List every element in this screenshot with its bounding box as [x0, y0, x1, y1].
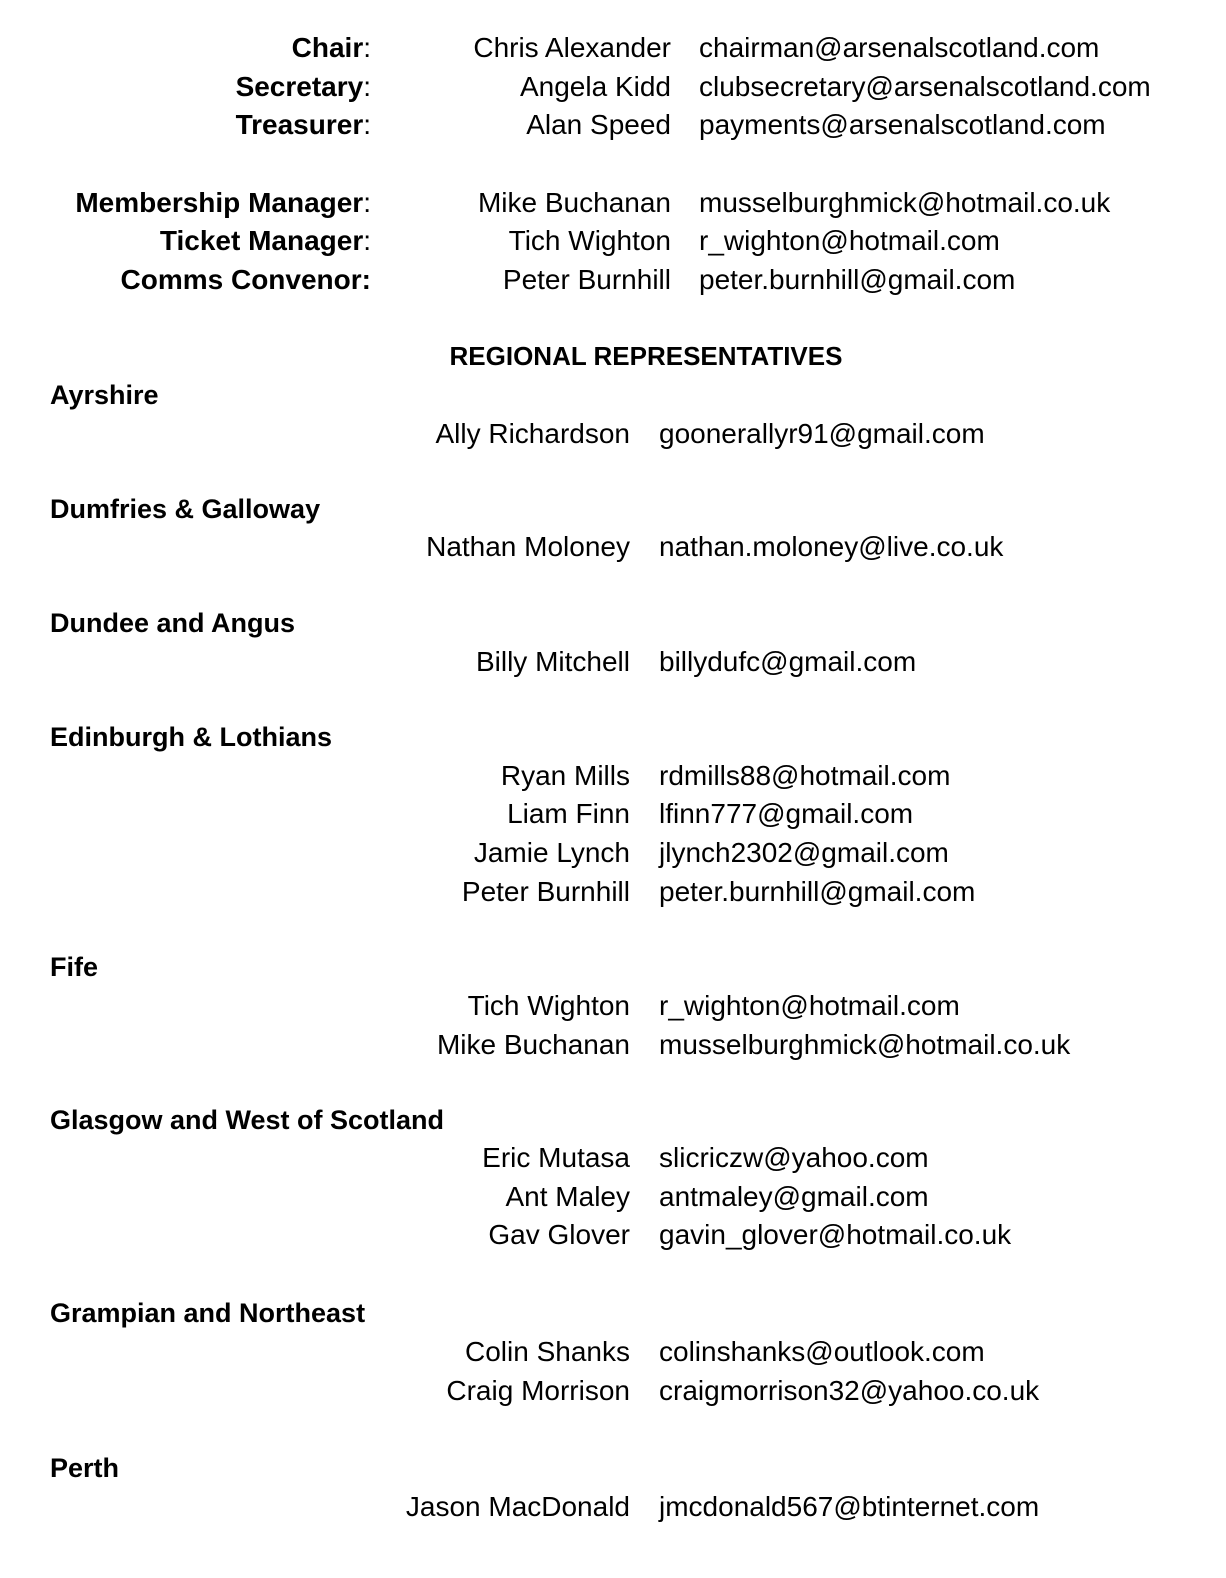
rep-row — [0, 643, 1226, 681]
officer-role: Chair: — [291, 32, 371, 63]
region-heading: Ayrshire — [50, 380, 159, 410]
rep-name: Liam Finn — [507, 798, 630, 829]
region-heading: Fife — [50, 952, 99, 982]
rep-row — [0, 415, 1226, 453]
officer-name: Mike Buchanan — [477, 187, 671, 218]
rep-name: Jason MacDonald — [405, 1491, 630, 1522]
rep-name: Ally Richardson — [435, 418, 630, 449]
rep-name: Eric Mutasa — [482, 1142, 630, 1173]
rep-row — [0, 873, 1226, 911]
officer-row — [0, 222, 1226, 260]
officer-email[interactable]: r_wighton@hotmail.com — [699, 225, 1000, 256]
rep-email[interactable]: jlynch2302@gmail.com — [659, 837, 949, 868]
officer-name: Chris Alexander — [473, 32, 671, 63]
rep-row — [0, 1333, 1226, 1371]
officer-role: Ticket Manager: — [159, 225, 371, 256]
officer-email[interactable]: peter.burnhill@gmail.com — [699, 264, 1016, 295]
rep-row — [0, 1488, 1226, 1526]
rep-email[interactable]: r_wighton@hotmail.com — [659, 990, 960, 1021]
region-heading: Dumfries & Galloway — [50, 494, 321, 524]
officer-row — [0, 184, 1226, 222]
rep-row — [0, 795, 1226, 833]
rep-name: Tich Wighton — [467, 990, 630, 1021]
officer-role: Secretary: — [235, 71, 371, 102]
rep-email[interactable]: colinshanks@outlook.com — [659, 1336, 985, 1367]
officer-email[interactable]: chairman@arsenalscotland.com — [699, 32, 1100, 63]
officer-name: Angela Kidd — [519, 71, 671, 102]
rep-email[interactable]: antmaley@gmail.com — [659, 1181, 929, 1212]
rep-email[interactable]: goonerallyr91@gmail.com — [659, 418, 985, 449]
rep-email[interactable]: craigmorrison32@yahoo.co.uk — [659, 1375, 1040, 1406]
officer-role: Membership Manager: — [75, 187, 371, 218]
rep-row — [0, 1026, 1226, 1064]
officer-row — [0, 68, 1226, 106]
rep-row — [0, 757, 1226, 795]
officer-role: Treasurer: — [235, 109, 371, 140]
rep-row — [0, 528, 1226, 566]
rep-email[interactable]: slicriczw@yahoo.com — [659, 1142, 929, 1173]
region-heading: Grampian and Northeast — [50, 1298, 366, 1328]
rep-row — [0, 1216, 1226, 1254]
rep-email[interactable]: lfinn777@gmail.com — [659, 798, 914, 829]
rep-name: Colin Shanks — [465, 1336, 630, 1367]
rep-name: Mike Buchanan — [436, 1029, 630, 1060]
rep-name: Ant Maley — [505, 1181, 630, 1212]
rep-name: Ryan Mills — [500, 760, 630, 791]
rep-name: Gav Glover — [488, 1219, 630, 1250]
rep-email[interactable]: billydufc@gmail.com — [659, 646, 917, 677]
officer-email[interactable]: clubsecretary@arsenalscotland.com — [699, 71, 1151, 102]
region-heading: Edinburgh & Lothians — [50, 722, 332, 752]
rep-name: Billy Mitchell — [475, 646, 630, 677]
rep-email[interactable]: peter.burnhill@gmail.com — [659, 876, 976, 907]
rep-row — [0, 1178, 1226, 1216]
rep-email[interactable]: jmcdonald567@btinternet.com — [659, 1491, 1040, 1522]
rep-row — [0, 1139, 1226, 1177]
officer-row — [0, 261, 1226, 299]
officer-row — [0, 106, 1226, 144]
officer-name: Peter Burnhill — [502, 264, 671, 295]
rep-row — [0, 1372, 1226, 1410]
officer-role: Comms Convenor: — [120, 264, 371, 295]
rep-row — [0, 987, 1226, 1025]
officer-name: Tich Wighton — [508, 225, 671, 256]
region-heading: Glasgow and West of Scotland — [50, 1105, 445, 1135]
rep-email[interactable]: gavin_glover@hotmail.co.uk — [659, 1219, 1012, 1250]
rep-name: Nathan Moloney — [426, 531, 630, 562]
rep-row — [0, 834, 1226, 872]
region-heading: Dundee and Angus — [50, 608, 296, 638]
officer-email[interactable]: musselburghmick@hotmail.co.uk — [699, 187, 1111, 218]
officer-row — [0, 29, 1226, 67]
rep-email[interactable]: nathan.moloney@live.co.uk — [659, 531, 1004, 562]
region-heading: Perth — [50, 1453, 120, 1483]
rep-email[interactable]: musselburghmick@hotmail.co.uk — [659, 1029, 1071, 1060]
officer-email[interactable]: payments@arsenalscotland.com — [699, 109, 1106, 140]
rep-name: Jamie Lynch — [473, 837, 630, 868]
regional-heading: REGIONAL REPRESENTATIVES — [449, 341, 843, 371]
officer-name: Alan Speed — [526, 109, 671, 140]
rep-name: Peter Burnhill — [461, 876, 630, 907]
rep-name: Craig Morrison — [446, 1375, 630, 1406]
rep-email[interactable]: rdmills88@hotmail.com — [659, 760, 951, 791]
